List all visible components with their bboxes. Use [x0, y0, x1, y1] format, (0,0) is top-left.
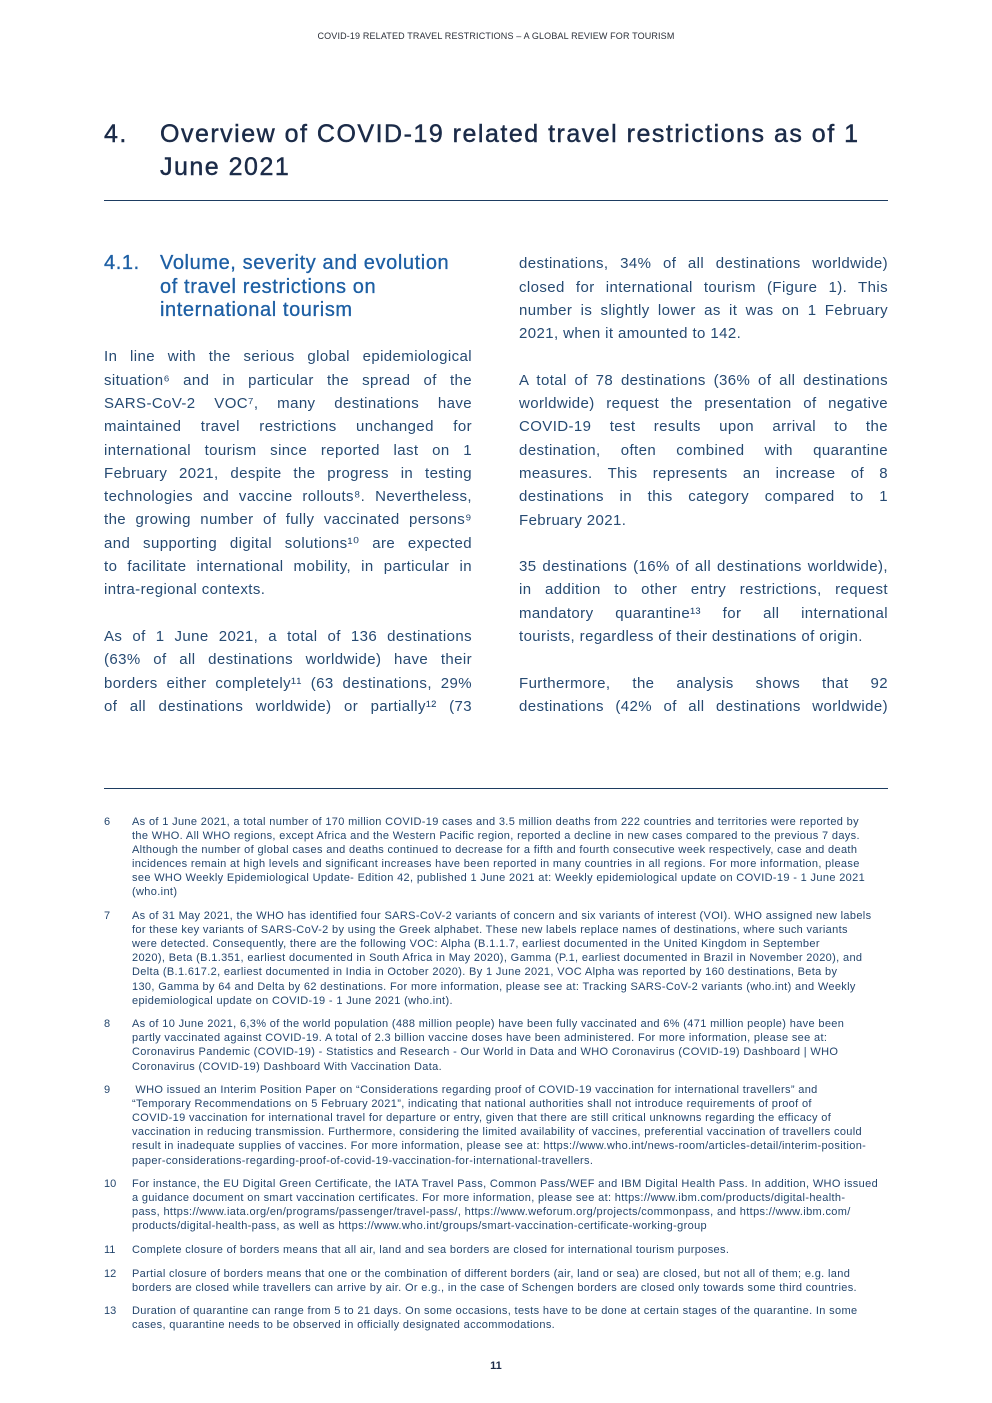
heading-divider	[104, 200, 888, 201]
footnote-line: partly vaccinated against COVID-19. A total of 2.3 billion vaccine doses have been administered. For more information, please see at:	[132, 1032, 828, 1045]
page-number: 11	[490, 1360, 502, 1372]
section-title-line: of travel restrictions on	[160, 275, 377, 298]
body-line: and supporting digital solutions¹⁰ are expected	[104, 534, 472, 552]
footnote-line: Coronavirus Pandemic (COVID-19) - Statistics and Research - Our World in Data and WHO Coronavirus (COVID-19) Dashboard | WHO	[132, 1046, 839, 1059]
body-line: February 2021.	[519, 511, 627, 529]
running-head: COVID-19 RELATED TRAVEL RESTRICTIONS – A GLOBAL REVIEW FOR TOURISM	[317, 31, 675, 41]
left-column	[104, 345, 472, 741]
footnote-number: 10	[104, 1178, 117, 1191]
footnote-line: As of 10 June 2021, 6,3% of the world population (488 million people) have been fully vaccinated and 6% (471 million people) have been	[132, 1018, 845, 1031]
chapter-title-line: June 2021	[160, 153, 291, 181]
footnote-line: COVID-19 vaccination for international travel for departure or entry, given that there are still critical unknowns regarding the efficacy of	[132, 1112, 832, 1125]
footnote-line: the WHO. All WHO regions, except Africa and the Western Pacific region, reported a decline in new cases compared to the previous 7 days.	[132, 830, 860, 843]
body-line: intra-regional contexts.	[104, 581, 266, 599]
footnote-text	[132, 1083, 888, 1168]
footnote-text	[132, 1243, 888, 1257]
body-line: COVID-19 test results upon arrival to the	[519, 418, 888, 436]
footnote-line: see WHO Weekly Epidemiological Update- Edition 42, published 1 June 2021 at: Weekly epidemiological update on COVID-19 - 1 June 2021	[132, 872, 866, 885]
body-paragraph	[519, 555, 888, 648]
footnote-number: 9	[104, 1084, 111, 1097]
section-title-line: international tourism	[160, 299, 353, 321]
body-line: of all destinations worldwide) or partially¹² (73	[104, 697, 472, 715]
body-line: international tourism since reported last on 1	[104, 441, 472, 459]
footnote-line: result in inadequate supplies of vaccines. For more information, please see at: https://www.who.int/news-room/articles-detail/interim-position-	[132, 1140, 867, 1153]
footnote-text	[132, 1267, 888, 1295]
body-line: Furthermore, the analysis shows that 92	[519, 674, 888, 692]
body-line: destinations, 34% of all destinations worldwide)	[519, 255, 888, 273]
footnote-10	[104, 1177, 888, 1233]
footnote-line: epidemiological update on COVID-19 - 1 June 2021 (who.int).	[132, 994, 453, 1007]
footnote-text	[132, 1017, 888, 1073]
footnote-7	[104, 909, 888, 1008]
footnote-line: paper-considerations-regarding-proof-of-covid-19-vaccination-for-international-travellers.	[132, 1154, 594, 1167]
footnote-line: Coronavirus (COVID-19) Dashboard With Vaccination Data.	[132, 1060, 443, 1073]
footnote-line: for these key variants of SARS-CoV-2 by using the Greek alphabet. These new labels replace names of destinations, where such variants	[132, 924, 848, 937]
footnote-line: incidences remain at high levels and significant increases have been reported in many countries in all regions. For more information, please	[132, 858, 860, 871]
footnote-8	[104, 1017, 888, 1073]
footnote-line: As of 1 June 2021, a total number of 170 million COVID-19 cases and 3.5 million deaths from 222 countries and territories were reported by	[132, 816, 859, 828]
footnote-line: WHO issued an Interim Position Paper on “Considerations regarding proof of COVID-19 vaccination for international travellers” and	[132, 1084, 818, 1097]
footnote-line: 130, Gamma by 64 and Delta by 62 destinations. For more information, please see at: Tracking SARS-CoV-2 variants (who.int) and Weekly	[132, 980, 856, 993]
body-line: closed for international tourism (Figure 1). This	[519, 278, 888, 296]
section-number: 4.1.	[104, 252, 140, 274]
footnote-divider	[104, 788, 888, 789]
body-line: destination, often combined with quarantine	[519, 441, 888, 459]
footnote-line: borders are closed while travellers can arrive by air. Or e.g., in the case of Schengen borders are closed only towards some third countries.	[132, 1281, 857, 1294]
footnote-line: For instance, the EU Digital Green Certificate, the IATA Travel Pass, Common Pass/WEF and IBM Digital Health Pass. In addition, WHO issued	[132, 1178, 879, 1191]
body-line: As of 1 June 2021, a total of 136 destinations	[104, 627, 472, 645]
footnote-line: cases, quarantine needs to be observed in officially designated accommodations.	[132, 1319, 556, 1332]
footnote-line: a guidance document on smart vaccination certificates. For more information, please see at: https://www.ibm.com/products/digital-health-	[132, 1192, 846, 1205]
body-line: February 2021, despite the progress in testing	[104, 464, 472, 482]
footnote-12	[104, 1267, 888, 1295]
footnote-line: 2020), Beta (B.1.351, earliest documented in South Africa in May 2020), Gamma (P.1, earliest documented in Brazil in November 2020), and	[132, 952, 863, 965]
footnote-line: Delta (B.1.617.2, earliest documented in India in October 2020). By 1 June 2021, VOC Alpha was reported by 160 destinations, Beta by	[132, 966, 838, 979]
body-line: 2021, when it amounted to 142.	[519, 325, 742, 343]
footnote-text	[132, 815, 888, 900]
footnote-line: “Temporary Recommendations on 5 February 2021”, indicating that national authorities shall not introduce requirements of proof of	[132, 1098, 812, 1111]
footnote-number: 11	[104, 1244, 116, 1257]
body-line: measures. This represents an increase of 8	[519, 464, 888, 482]
body-line: in addition to other entry restrictions, request	[519, 581, 888, 599]
body-line: tourists, regardless of their destinations of origin.	[519, 628, 863, 646]
body-line: borders either completely¹¹ (63 destinations, 29%	[104, 674, 472, 692]
chapter-number: 4.	[104, 120, 128, 148]
section-heading	[104, 252, 472, 324]
footnote-number: 6	[104, 816, 111, 828]
footnote-text	[132, 909, 888, 1008]
right-column	[519, 252, 888, 741]
body-line: In line with the serious global epidemiological	[104, 348, 472, 366]
body-line: situation⁶ and in particular the spread of the	[104, 371, 472, 389]
body-line: destinations (42% of all destinations worldwide)	[519, 697, 888, 715]
body-line: number is slightly lower as it was on 1 February	[519, 301, 888, 319]
footnote-line: Complete closure of borders means that all air, land and sea borders are closed for international tourism purposes.	[132, 1244, 730, 1257]
body-paragraph	[519, 252, 888, 345]
footnote-line: Although the number of global cases and deaths continued to decrease for a fifth and fourth consecutive week respectively, case and death	[132, 844, 858, 857]
body-paragraph	[519, 672, 888, 719]
footnote-6	[104, 815, 888, 900]
body-line: destinations in this category compared to 1	[519, 488, 888, 506]
footnote-line: were detected. Consequently, there are the following VOC: Alpha (B.1.1.7, earliest documented in the United Kingdom in September	[132, 938, 820, 951]
footnote-line: products/digital-health-pass, as well as https://www.who.int/groups/smart-vaccination-certificate-working-group	[132, 1220, 708, 1233]
footnote-line: pass, https://www.iata.org/en/programs/passenger/travel-pass/, https://www.weforum.org/projects/commonpass, and https://www.ibm.com/	[132, 1206, 851, 1219]
body-paragraph	[104, 345, 472, 601]
section-title-line: Volume, severity and evolution	[160, 252, 450, 274]
section-title	[160, 252, 449, 323]
body-line: the growing number of fully vaccinated persons⁹	[104, 511, 472, 529]
footnote-number: 12	[104, 1267, 117, 1280]
body-line: 35 destinations (16% of all destinations worldwide),	[519, 558, 888, 576]
body-paragraph	[519, 369, 888, 532]
chapter-title	[160, 118, 860, 184]
footnotes	[104, 815, 888, 1342]
footnote-number: 13	[104, 1305, 117, 1318]
chapter-heading	[104, 118, 888, 184]
footnote-line: vaccination in reducing transmission. Furthermore, considering the limited availability of vaccines, preferential vaccination of travellers could	[132, 1126, 863, 1139]
footnote-text	[132, 1177, 888, 1233]
body-line: technologies and vaccine rollouts⁸. Nevertheless,	[104, 488, 472, 506]
body-line: maintained travel restrictions unchanged for	[104, 418, 472, 436]
footnote-line: Partial closure of borders means that one or the combination of different borders (air, land or sea) are closed, but not all of them; e.g. land	[132, 1267, 851, 1280]
body-line: SARS-CoV-2 VOC⁷, many destinations have	[104, 394, 472, 412]
body-line: to facilitate international mobility, in particular in	[104, 558, 472, 576]
footnote-text	[132, 1304, 888, 1332]
chapter-title-line: Overview of COVID-19 related travel restrictions as of 1	[160, 120, 860, 148]
footnote-number: 7	[104, 910, 111, 923]
footnote-line: (who.int)	[132, 886, 178, 899]
footnote-13	[104, 1304, 888, 1332]
footnote-number: 8	[104, 1018, 111, 1031]
footnote-9	[104, 1083, 888, 1168]
footnote-line: As of 31 May 2021, the WHO has identified four SARS-CoV-2 variants of concern and six variants of interest (VOI). WHO assigned new labels	[132, 910, 872, 923]
footnote-line: Duration of quarantine can range from 5 to 21 days. On some occasions, tests have to be done at certain stages of the quarantine. In some	[132, 1305, 858, 1318]
body-line: A total of 78 destinations (36% of all destinations	[519, 371, 888, 389]
body-paragraph	[104, 625, 472, 718]
body-line: (63% of all destinations worldwide) have their	[104, 651, 472, 669]
body-line: worldwide) request the presentation of negative	[519, 395, 888, 413]
footnote-11	[104, 1243, 888, 1257]
body-line: mandatory quarantine¹³ for all international	[519, 604, 888, 622]
